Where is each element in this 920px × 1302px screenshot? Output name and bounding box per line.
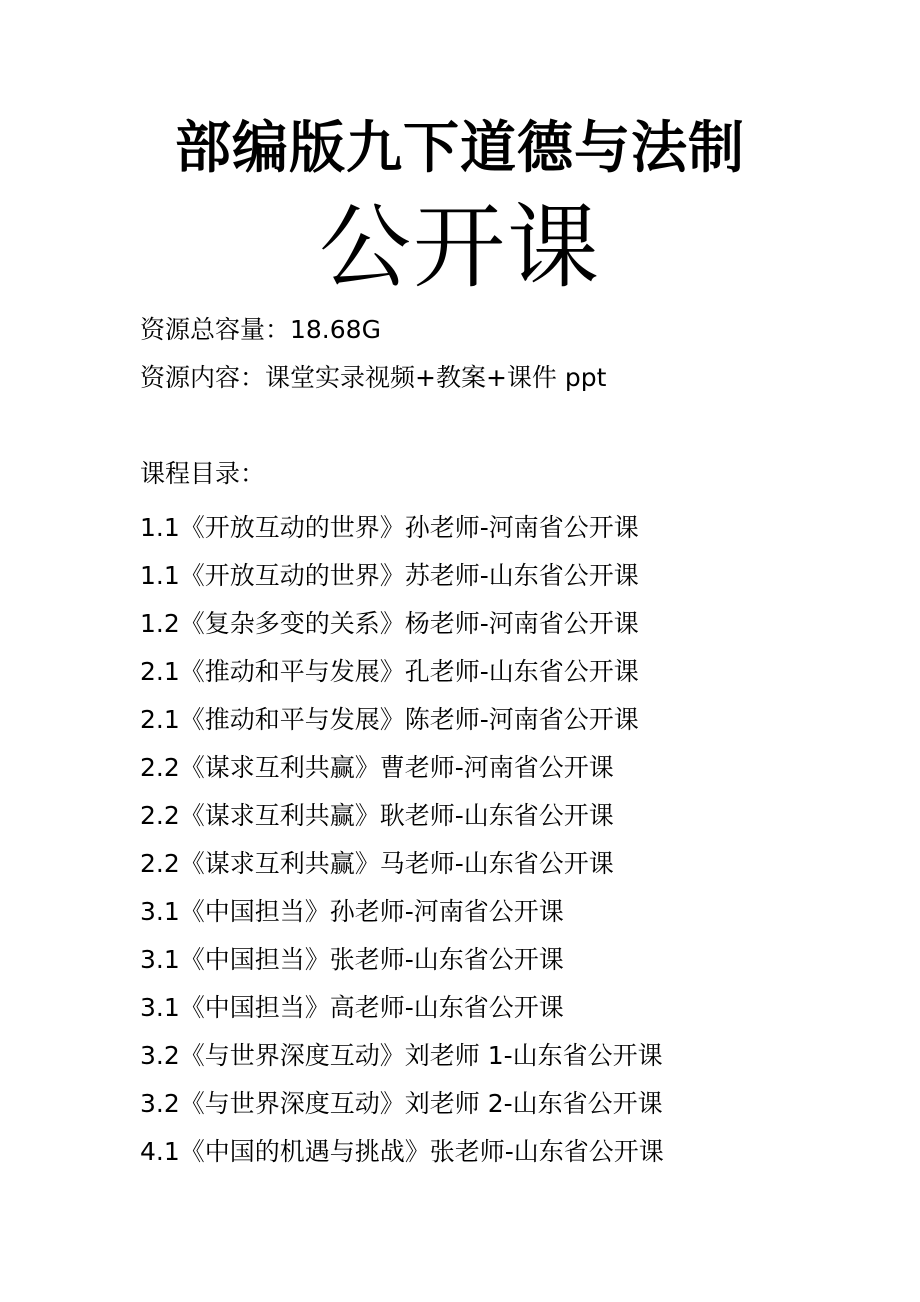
resource-content-text: 资源内容：课堂实录视频+教案+课件 ppt [140,363,607,392]
document-subtitle: 公开课 [318,194,601,301]
course-list-item: 2.1《推动和平与发展》孔老师-山东省公开课 [140,657,639,686]
course-list-item: 1.1《开放互动的世界》孙老师-河南省公开课 [140,513,639,542]
course-list-item: 2.2《谋求互利共赢》马老师-山东省公开课 [140,849,614,878]
course-list-item: 2.1《推动和平与发展》陈老师-河南省公开课 [140,705,639,734]
course-list-item: 3.2《与世界深度互动》刘老师 1-山东省公开课 [140,1041,663,1070]
course-list-item: 1.1《开放互动的世界》苏老师-山东省公开课 [140,561,639,590]
course-list [140,504,664,1176]
course-list-item: 3.1《中国担当》孙老师-河南省公开课 [140,897,564,926]
course-list-item: 3.1《中国担当》张老师-山东省公开课 [140,945,564,974]
course-list-item: 4.1《中国的机遇与挑战》张老师-山东省公开课 [140,1137,664,1166]
course-list-item: 3.1《中国担当》高老师-山东省公开课 [140,993,564,1022]
course-list-item: 2.2《谋求互利共赢》曹老师-河南省公开课 [140,753,614,782]
course-list-item: 1.2《复杂多变的关系》杨老师-河南省公开课 [140,609,639,638]
course-list-item: 2.2《谋求互利共赢》耿老师-山东省公开课 [140,801,614,830]
toc-heading: 课程目录： [140,459,266,488]
document-title: 部编版九下道德与法制 [175,115,745,181]
course-list-item: 3.2《与世界深度互动》刘老师 2-山东省公开课 [140,1089,663,1118]
resource-size-text: 资源总容量：18.68G [140,315,381,344]
